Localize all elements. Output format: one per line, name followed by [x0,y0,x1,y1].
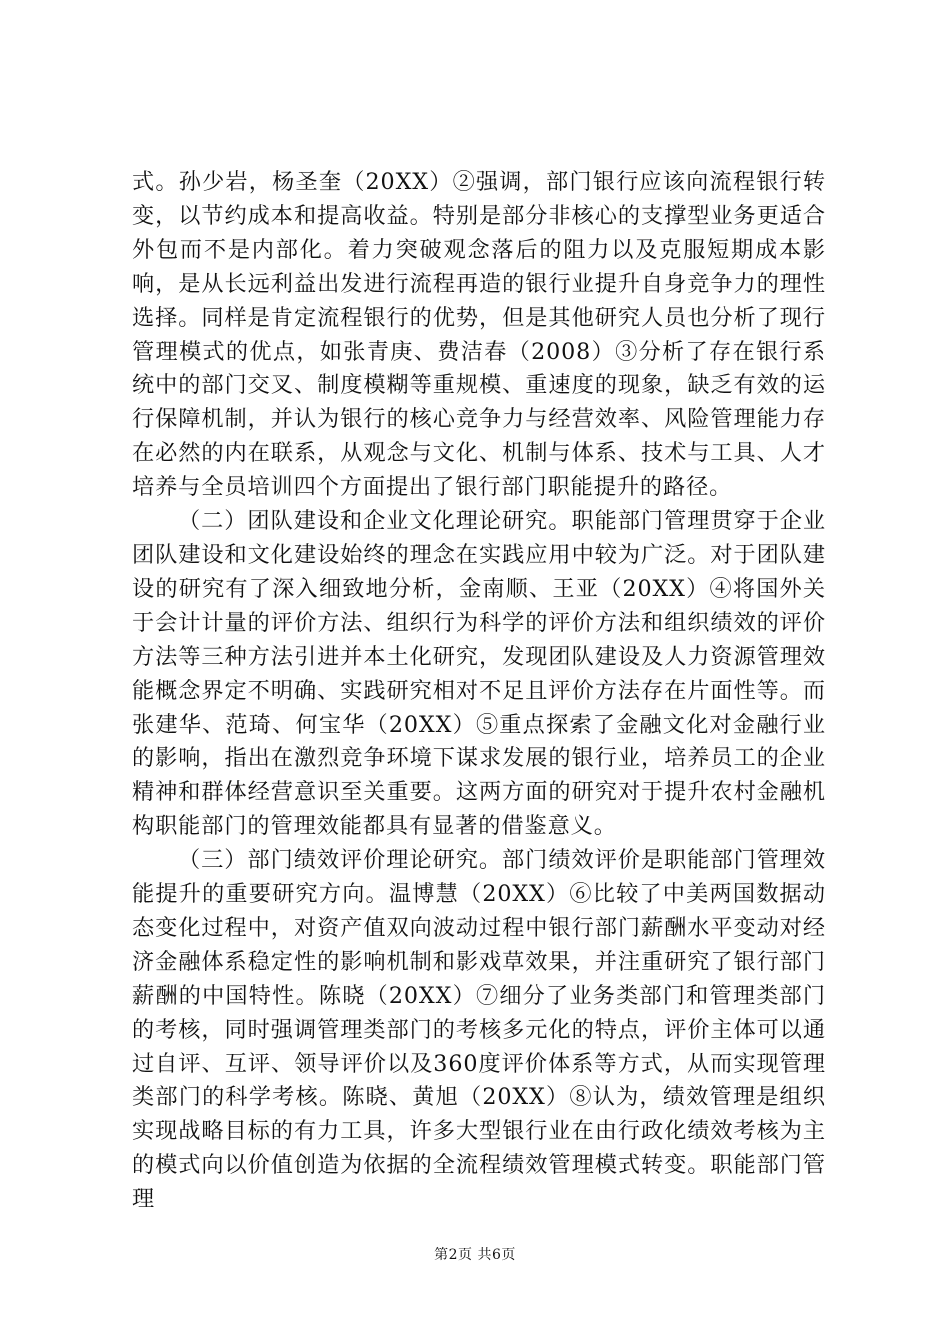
paragraph-2: （二）团队建设和企业文化理论研究。职能部门管理贯穿于企业团队建设和文化建设始终的理念在实践应用中较为广泛。对于团队建设的研究有了深入细致地分析，金南顺、王亚（20XX）④将国外关于会计计量的评价方法、组织行为科学的评价方法和组织绩效的评价方法等三种方法引进并本土化研究，发现团队建设及人力资源管理效能概念界定不明确、实践研究相对不足且评价方法存在片面性等。而张建华、范琦、何宝华（20XX）⑤重点探索了金融文化对金融行业的影响，指出在激烈竞争环境下谋求发展的银行业，培养员工的企业精神和群体经营意识至关重要。这两方面的研究对于提升农村金融机构职能部门的管理效能都具有显著的借鉴意义。 [132,508,826,840]
document-body [132,166,826,1217]
paragraph-1: 式。孙少岩，杨圣奎（20XX）②强调，部门银行应该向流程银行转变，以节约成本和提高收益。特别是部分非核心的支撑型业务更适合外包而不是内部化。着力突破观念落后的阻力以及克服短期成本影响，是从长远利益出发进行流程再造的银行业提升自身竞争力的理性选择。同样是肯定流程银行的优势，但是其他研究人员也分析了现行管理模式的优点，如张青庚、费洁春（2008）③分析了存在银行系统中的部门交叉、制度模糊等重规模、重速度的现象，缺乏有效的运行保障机制，并认为银行的核心竞争力与经营效率、风险管理能力存在必然的内在联系，从观念与文化、机制与体系、技术与工具、人才培养与全员培训四个方面提出了银行部门职能提升的路径。 [132,169,826,501]
paragraph-3: （三）部门绩效评价理论研究。部门绩效评价是职能部门管理效能提升的重要研究方向。温博慧（20XX）⑥比较了中美两国数据动态变化过程中，对资产值双向波动过程中银行部门薪酬水平变动对经济金融体系稳定性的影响机制和影戏草效果，并注重研究了银行部门薪酬的中国特性。陈晓（20XX）⑦细分了业务类部门和管理类部门的考核，同时强调管理类部门的考核多元化的特点，评价主体可以通过自评、互评、领导评价以及360度评价体系等方式，从而实现管理类部门的科学考核。陈晓、黄旭（20XX）⑧认为，绩效管理是组织实现战略目标的有力工具，许多大型银行业在由行政化绩效考核为主的模式向以价值创造为依据的全流程绩效管理模式转变。职能部门管理 [132,847,826,1213]
page-footer: 第2页 共6页 [434,1247,516,1263]
